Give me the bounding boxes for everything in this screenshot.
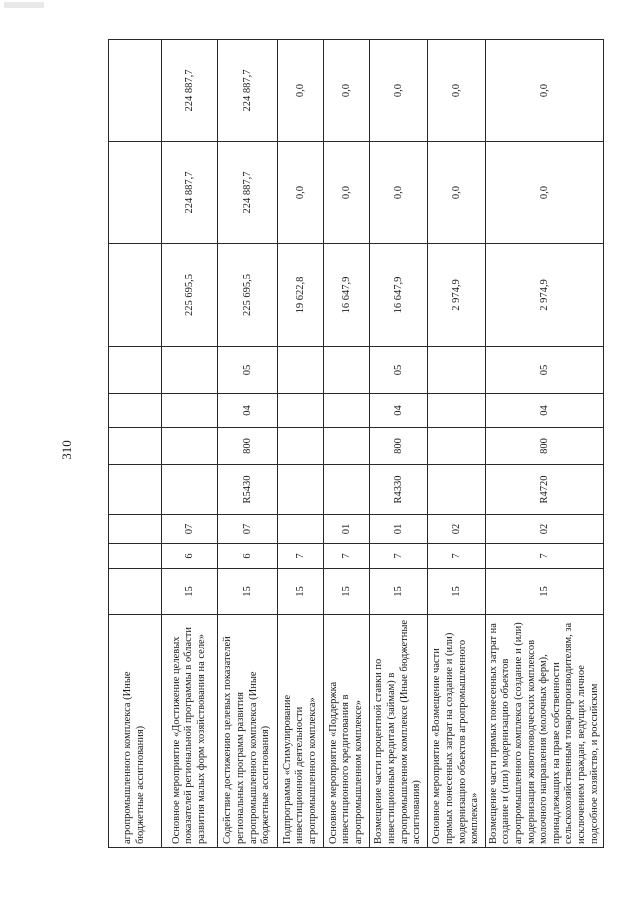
code-cell: 07: [218, 515, 278, 544]
code-cell: [109, 515, 162, 544]
code-cell: R4330: [370, 465, 428, 515]
code-cell: R4720: [486, 465, 604, 515]
table-row: [324, 40, 370, 848]
amount-cell: [109, 244, 162, 347]
code-cell: [324, 465, 370, 515]
table-row: [486, 40, 604, 848]
code-cell: [109, 347, 162, 394]
code-cell: 15: [324, 569, 370, 615]
amount-cell: 224 887,7: [218, 142, 278, 244]
table-row: [109, 40, 162, 848]
rotated-table-container: [108, 40, 603, 848]
code-cell: [324, 428, 370, 465]
row-name: Содействие достижению целевых показателей региональных программ развития агропромышленного комплекса (Иные бюджетные ассигнования): [218, 615, 278, 848]
code-cell: 15: [370, 569, 428, 615]
code-cell: 800: [370, 428, 428, 465]
amount-cell: 2 974,9: [428, 244, 486, 347]
code-cell: [278, 394, 324, 428]
code-cell: 04: [370, 394, 428, 428]
amount-cell: [109, 40, 162, 142]
code-cell: [278, 465, 324, 515]
amount-cell: 0,0: [324, 40, 370, 142]
row-name: Основное мероприятие «Возмещение части прямых понесенных затрат на создание и (или) модернизацию объектов агропромышленного комплекса»: [428, 615, 486, 848]
amount-cell: 2 974,9: [486, 244, 604, 347]
code-cell: [162, 428, 218, 465]
amount-cell: 0,0: [486, 142, 604, 244]
code-cell: 05: [486, 347, 604, 394]
code-cell: 15: [162, 569, 218, 615]
table-row: [218, 40, 278, 848]
code-cell: [428, 428, 486, 465]
code-cell: 15: [486, 569, 604, 615]
code-cell: 05: [218, 347, 278, 394]
code-cell: R5430: [218, 465, 278, 515]
code-cell: 01: [370, 515, 428, 544]
code-cell: 04: [486, 394, 604, 428]
code-cell: [109, 394, 162, 428]
code-cell: 6: [218, 544, 278, 569]
row-name: агропромышленного комплекса (Иные бюджетные ассигнования): [109, 615, 162, 848]
code-cell: [109, 465, 162, 515]
code-cell: 07: [162, 515, 218, 544]
code-cell: 05: [370, 347, 428, 394]
table-row: [278, 40, 324, 848]
code-cell: 15: [428, 569, 486, 615]
amount-cell: 19 622,8: [278, 244, 324, 347]
table-row: [428, 40, 486, 848]
code-cell: 02: [428, 515, 486, 544]
budget-table: [108, 39, 604, 848]
code-cell: [278, 515, 324, 544]
code-cell: 02: [486, 515, 604, 544]
code-cell: [324, 347, 370, 394]
page-number: 310: [59, 440, 74, 460]
amount-cell: 0,0: [370, 40, 428, 142]
amount-cell: 0,0: [486, 40, 604, 142]
code-cell: 01: [324, 515, 370, 544]
amount-cell: 16 647,9: [370, 244, 428, 347]
row-name: Возмещение части процентной ставки по инвестиционным кредитам (займам) в агропромышленном комплексе (Иные бюджетные ассигнования): [370, 615, 428, 848]
code-cell: 800: [218, 428, 278, 465]
amount-cell: 0,0: [370, 142, 428, 244]
code-cell: [109, 544, 162, 569]
amount-cell: 225 695,5: [218, 244, 278, 347]
amount-cell: 0,0: [324, 142, 370, 244]
amount-cell: 0,0: [428, 40, 486, 142]
code-cell: [428, 347, 486, 394]
code-cell: [324, 394, 370, 428]
code-cell: 15: [278, 569, 324, 615]
scan-artifact: [4, 2, 44, 8]
code-cell: [109, 569, 162, 615]
amount-cell: 16 647,9: [324, 244, 370, 347]
code-cell: [428, 394, 486, 428]
row-name: Основное мероприятие «Поддержка инвестиционного кредитования в агропромышленном комплексе»: [324, 615, 370, 848]
row-name: Основное мероприятие «Достижение целевых показателей региональной программы в области развития малых форм хозяйствования на селе»: [162, 615, 218, 848]
table-row: [370, 40, 428, 848]
table-row: [162, 40, 218, 848]
amount-cell: 0,0: [278, 40, 324, 142]
code-cell: 7: [370, 544, 428, 569]
amount-cell: 0,0: [428, 142, 486, 244]
code-cell: [162, 394, 218, 428]
amount-cell: 224 887,7: [162, 40, 218, 142]
row-name: Возмещение части прямых понесенных затрат на создание и (или) модернизацию объектов агропромышленного комплекса (создание и (или) модернизация животноводческих комплексов молочного направления (молочных ферм), принадлежащих на праве собственности сельскохозяйственным товаропроизводителям, за исключением граждан, ведущих личное подсобное хозяйство, и российским: [486, 615, 604, 848]
row-name: Подпрограмма «Стимулирование инвестиционной деятельности агропромышленного комплекса»: [278, 615, 324, 848]
code-cell: 6: [162, 544, 218, 569]
code-cell: 04: [218, 394, 278, 428]
code-cell: 7: [278, 544, 324, 569]
amount-cell: [109, 142, 162, 244]
code-cell: [162, 465, 218, 515]
code-cell: [109, 428, 162, 465]
code-cell: [278, 347, 324, 394]
amount-cell: 225 695,5: [162, 244, 218, 347]
code-cell: [162, 347, 218, 394]
code-cell: 7: [486, 544, 604, 569]
amount-cell: 224 887,7: [218, 40, 278, 142]
code-cell: 800: [486, 428, 604, 465]
code-cell: [428, 465, 486, 515]
code-cell: 7: [428, 544, 486, 569]
amount-cell: 0,0: [278, 142, 324, 244]
code-cell: [278, 428, 324, 465]
code-cell: 7: [324, 544, 370, 569]
code-cell: 15: [218, 569, 278, 615]
amount-cell: 224 887,7: [162, 142, 218, 244]
